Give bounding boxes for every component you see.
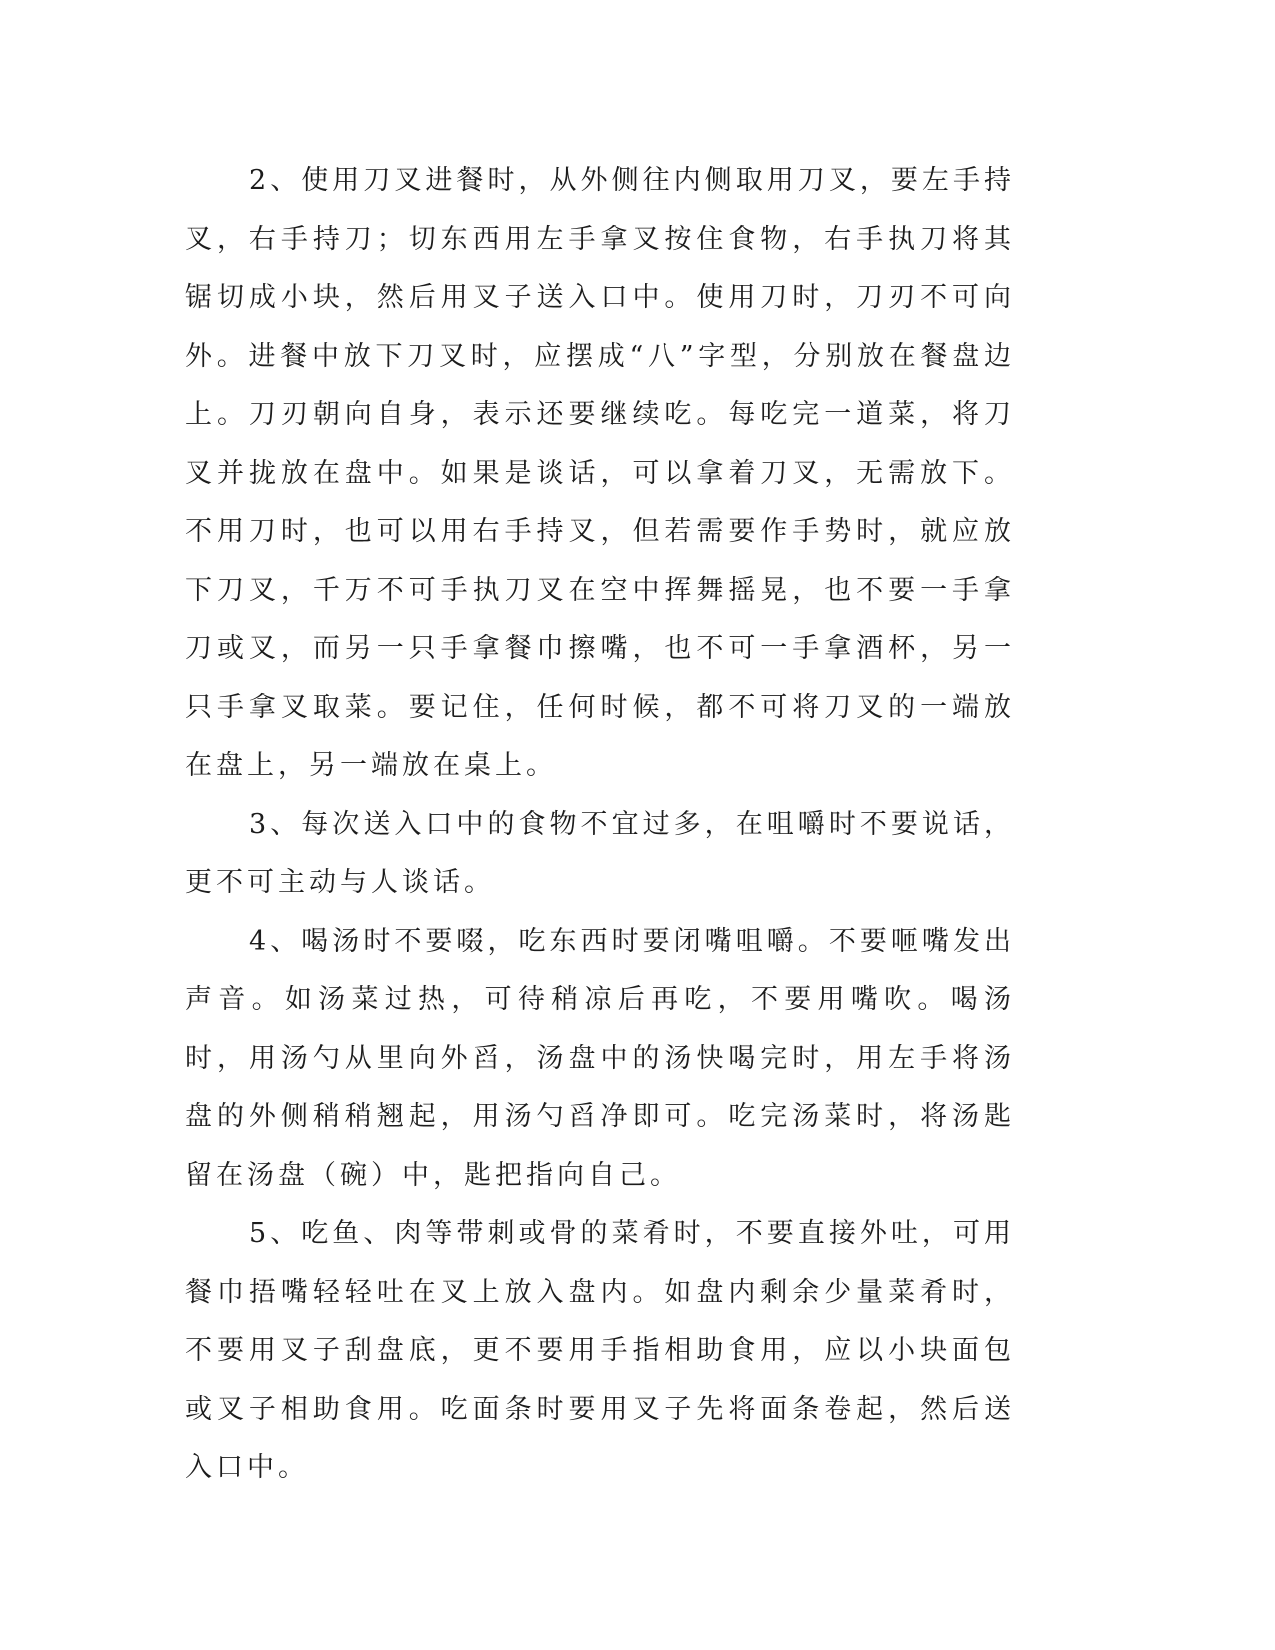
paragraph-item-3: 3、每次送入口中的食物不宜过多，在咀嚼时不要说话，更不可主动与人谈话。 bbox=[185, 808, 1015, 898]
paragraph-item-5: 5、吃鱼、肉等带刺或骨的菜肴时，不要直接外吐，可用餐巾捂嘴轻轻吐在叉上放入盘内。如盘内剩余少量菜肴时，不要用叉子刮盘底，更不要用手指相助食用，应以小块面包或叉子相助食用。吃面条时要用叉子先将面条卷起，然后送入口中。 bbox=[185, 1218, 1015, 1483]
paragraph-item-2: 2、使用刀叉进餐时，从外侧往内侧取用刀叉，要左手持叉，右手持刀；切东西用左手拿叉按住食物，右手执刀将其锯切成小块，然后用叉子送入口中。使用刀时，刀刃不可向外。进餐中放下刀叉时，应摆成“八”字型，分别放在餐盘边上。刀刃朝向自身，表示还要继续吃。每吃完一道菜，将刀叉并拢放在盘中。如果是谈话，可以拿着刀叉，无需放下。不用刀时，也可以用右手持叉，但若需要作手势时，就应放下刀叉，千万不可手执刀叉在空中挥舞摇晃，也不要一手拿刀或叉，而另一只手拿餐巾擦嘴，也不可一手拿酒杯，另一只手拿叉取菜。要记住，任何时候，都不可将刀叉的一端放在盘上，另一端放在桌上。 bbox=[185, 165, 1015, 781]
paragraph-item-4: 4、喝汤时不要啜，吃东西时要闭嘴咀嚼。不要咂嘴发出声音。如汤菜过热，可待稍凉后再吃，不要用嘴吹。喝汤时，用汤勺从里向外舀，汤盘中的汤快喝完时，用左手将汤盘的外侧稍稍翘起，用汤勺舀净即可。吃完汤菜时，将汤匙留在汤盘（碗）中，匙把指向自己。 bbox=[185, 925, 1015, 1191]
document-body bbox=[185, 152, 1015, 1498]
